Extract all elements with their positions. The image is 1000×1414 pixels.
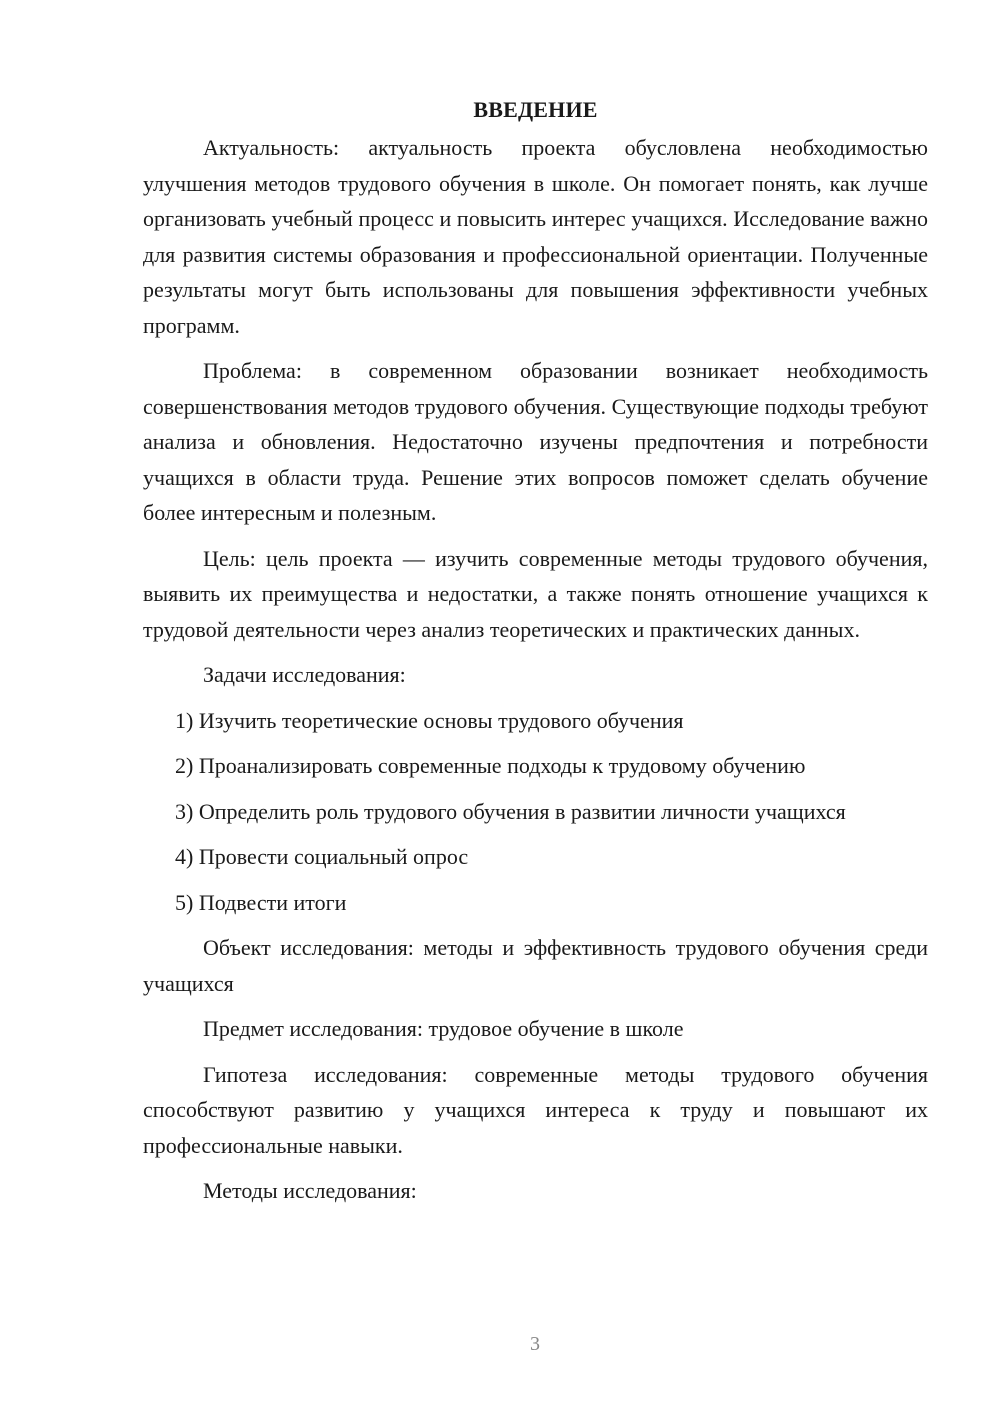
task-item-1: 1) Изучить теоретические основы трудового обучения <box>175 707 684 733</box>
paragraph-relevance: Актуальность: актуальность проекта обусловлена необходимостью улучшения методов трудового обучения в школе. Он помогает понять, как лучше организовать учебный процесс и повысить интерес учащихся. Исследование важно для развития системы образования и профессиональной ориентации. Полученные результаты могут быть использованы для повышения эффективности учебных программ. <box>143 135 928 338</box>
task-item-5: 5) Подвести итоги <box>175 889 347 915</box>
task-item-3: 3) Определить роль трудового обучения в развитии личности учащихся <box>175 798 846 824</box>
tasks-title: Задачи исследования: <box>203 662 406 687</box>
paragraph-subject: Предмет исследования: трудовое обучение в школе <box>203 1016 684 1041</box>
task-item-2: 2) Проанализировать современные подходы к трудовому обучению <box>175 753 806 778</box>
methods-title: Методы исследования: <box>203 1178 417 1203</box>
paragraph-goal: Цель: цель проекта — изучить современные методы трудового обучения, выявить их преимущества и недостатки, а также понять отношение учащихся к трудовой деятельности через анализ теоретических и практических данных. <box>143 545 928 642</box>
page-number: 3 <box>530 1333 540 1355</box>
paragraph-hypothesis: Гипотеза исследования: современные методы трудового обучения способствуют развитию у учащихся интереса к труду и повышают их профессиональные навыки. <box>143 1061 928 1158</box>
page-content <box>143 94 928 1219</box>
paragraph-problem: Проблема: в современном образовании возникает необходимость совершенствования методов трудового обучения. Существующие подходы требуют анализа и обновления. Недостаточно изучены предпочтения и потребности учащихся в области труда. Решение этих вопросов поможет сделать обучение более интересным и полезным. <box>143 358 928 525</box>
section-heading: ВВЕДЕНИЕ <box>473 97 598 122</box>
paragraph-object: Объект исследования: методы и эффективность трудового обучения среди учащихся <box>143 935 928 996</box>
task-item-4: 4) Провести социальный опрос <box>175 844 469 869</box>
